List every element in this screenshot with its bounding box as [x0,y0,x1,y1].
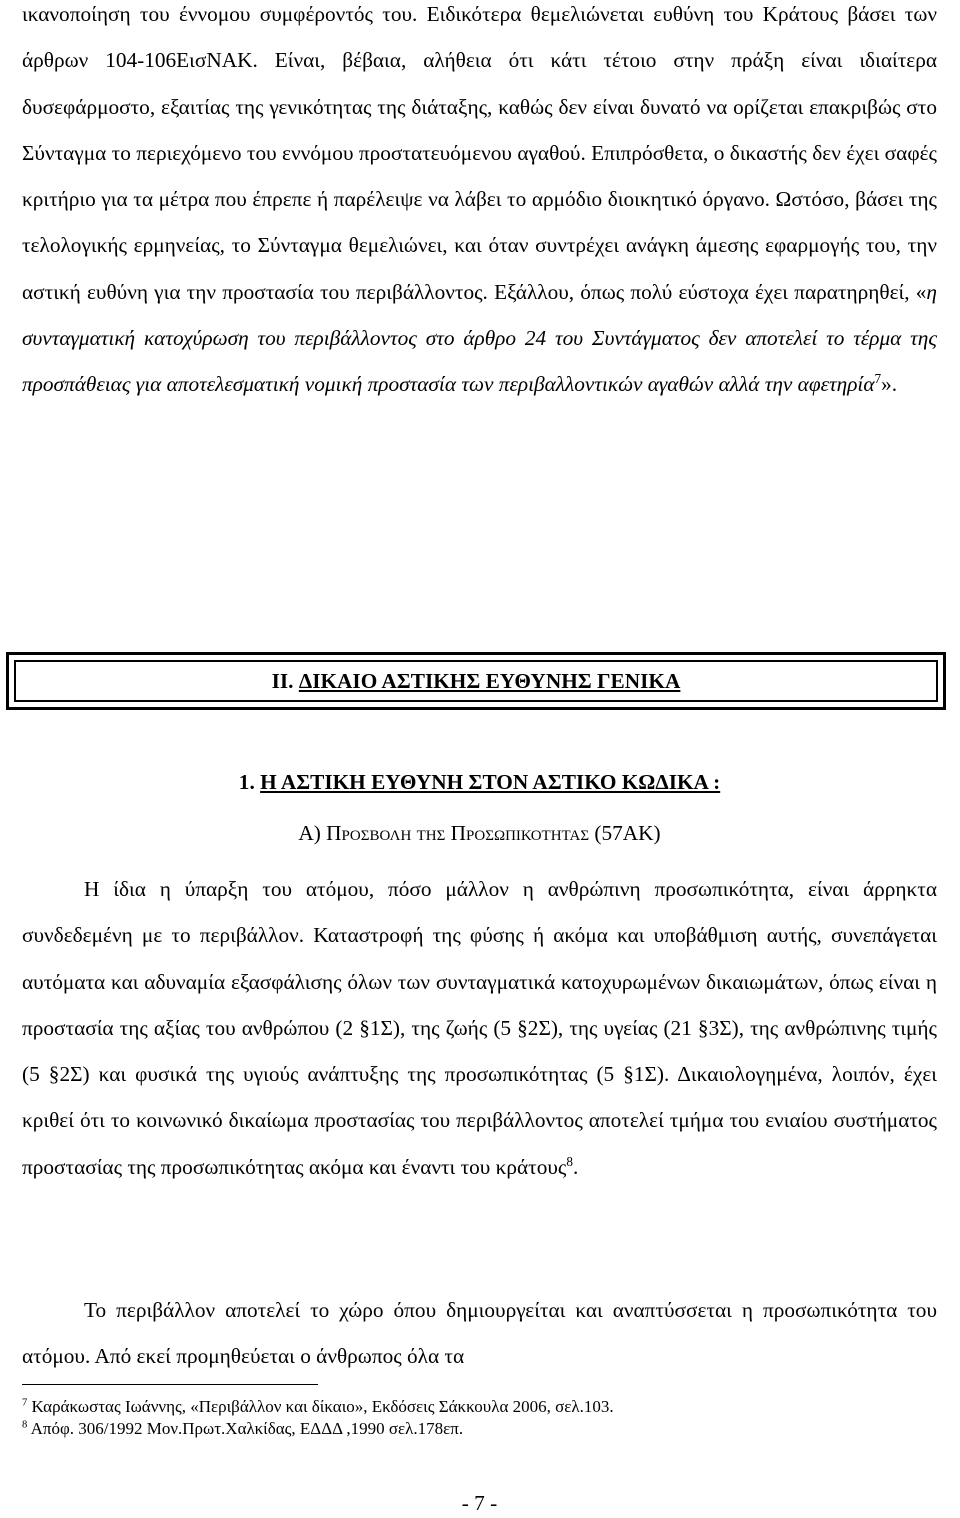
footnote-7 [22,1396,937,1418]
footnote-8 [22,1418,937,1440]
subheading-2-letter: Α) [298,821,321,845]
footnote-ref-8[interactable]: 8 [566,1153,573,1169]
paragraph-3-text: Το περιβάλλον αποτελεί το χώρο όπου δημιουργείται και αναπτύσσεται η προσωπικότητα του ατόμου. Από εκεί προμηθεύεται ο άνθρωπος όλα τα [22,1298,937,1369]
section-heading [14,660,938,702]
footnote-8-text: Απόφ. 306/1992 Μον.Πρωτ.Χαλκίδας, ΕΔΔΔ ,1990 σελ.178επ. [30,1419,464,1438]
page-number: - 7 - [461,1491,498,1515]
footnote-ref-7[interactable]: 7 [874,371,882,387]
footnote-7-number: 7 [22,1397,28,1409]
section-heading-title: ΔΙΚΑΙΟ ΑΣΤΙΚΗΣ ΕΥΘΥΝΗΣ ΓΕΝΙΚΑ [298,668,681,693]
section-heading-box [6,652,946,710]
paragraph-2-end: . [572,1154,579,1179]
subheading-2 [22,821,937,846]
subheading-2-title: Προσβολη της Προσωπικοτητας (57ΑΚ) [326,821,661,845]
body-paragraph-1 [22,0,937,408]
quotation-italic: η συνταγματική κατοχύρωση του περιβάλλοντος στο άρθρο 24 του Συντάγματος δεν αποτελεί το τέρμα της προσπάθειας για αποτελεσματική νομική προστασία των περιβαλλοντικών αγαθών αλλά την αφετηρία [22,279,937,397]
subheading-1 [22,770,937,795]
section-heading-number: II. [271,668,294,693]
subheading-1-number: 1. [238,770,255,794]
paragraph-2-text: Η ίδια η ύπαρξη του ατόμου, πόσο μάλλον η ανθρώπινη προσωπικότητα, είναι άρρηκτα συνδεδεμένη με το περιβάλλον. Καταστροφή της φύσης ή ακόμα και υποβάθμιση αυτής, συνεπάγεται αυτόματα και αδυναμία εξασφάλισης όλων των συνταγματικά κατοχυρωμένων δικαιωμάτων, όπως είναι η προστασία της αξίας του ανθρώπου (2 §1Σ), της ζωής (5 §2Σ), της υγείας (21 §3Σ), της ανθρώπινης τιμής (5 §2Σ) και φυσικά της υγιούς ανάπτυξης της προσωπικότητας (5 §1Σ). Δικαιολογημένα, λοιπόν, έχει κριθεί ότι το κοινωνικό δικαίωμα προστασίας του περιβάλλοντος αποτελεί τμήμα του ενιαίου συστήματος προστασίας της προσωπικότητας ακόμα και έναντι του κράτους [22,877,937,1179]
footnote-7-text: Καράκωστας Ιωάννης, «Περιβάλλον και δίκαιο», Εκδόσεις Σάκκουλα 2006, σελ.103. [31,1397,614,1416]
paragraph-1-text: ικανοποίηση του έννομου συμφέροντός του. Ειδικότερα θεμελιώνεται ευθύνη του Κράτους βάσει των άρθρων 104-106ΕισΝΑΚ. Είναι, βέβαια, αλήθεια ότι κάτι τέτοιο στην πράξη είναι ιδιαίτερα δυσεφάρμοστο, εξαιτίας της γενικότητας της διάταξης, καθώς δεν είναι δυνατό να ορίζεται επακριβώς στο Σύνταγμα το περιεχόμενο του εννόμου προστατευόμενου αγαθού. Επιπρόσθετα, ο δικαστής δεν έχει σαφές κριτήριο για τα μέτρα που έπρεπε ή παρέλειψε να λάβει το αρμόδιο διοικητικό όργανο. Ωστόσο, βάσει της τελολογικής ερμηνείας, το Σύνταγμα θεμελιώνει, και όταν συντρέχει ανάγκη άμεσης εφαρμογής του, την αστική ευθύνη για την προστασία του περιβάλλοντος. Εξάλλου, όπως πολύ εύστοχα έχει παρατηρηθεί, « [22,2,937,304]
subheading-1-title: Η ΑΣΤΙΚΗ ΕΥΘΥΝΗ ΣΤΟΝ ΑΣΤΙΚΟ ΚΩΔΙΚΑ : [260,770,721,794]
footnote-separator [22,1384,318,1385]
body-paragraph-3 [22,1287,937,1380]
paragraph-1-end: ». [881,372,898,397]
footnote-8-number: 8 [22,1419,28,1431]
body-paragraph-2 [22,866,937,1190]
footnotes [22,1396,937,1440]
